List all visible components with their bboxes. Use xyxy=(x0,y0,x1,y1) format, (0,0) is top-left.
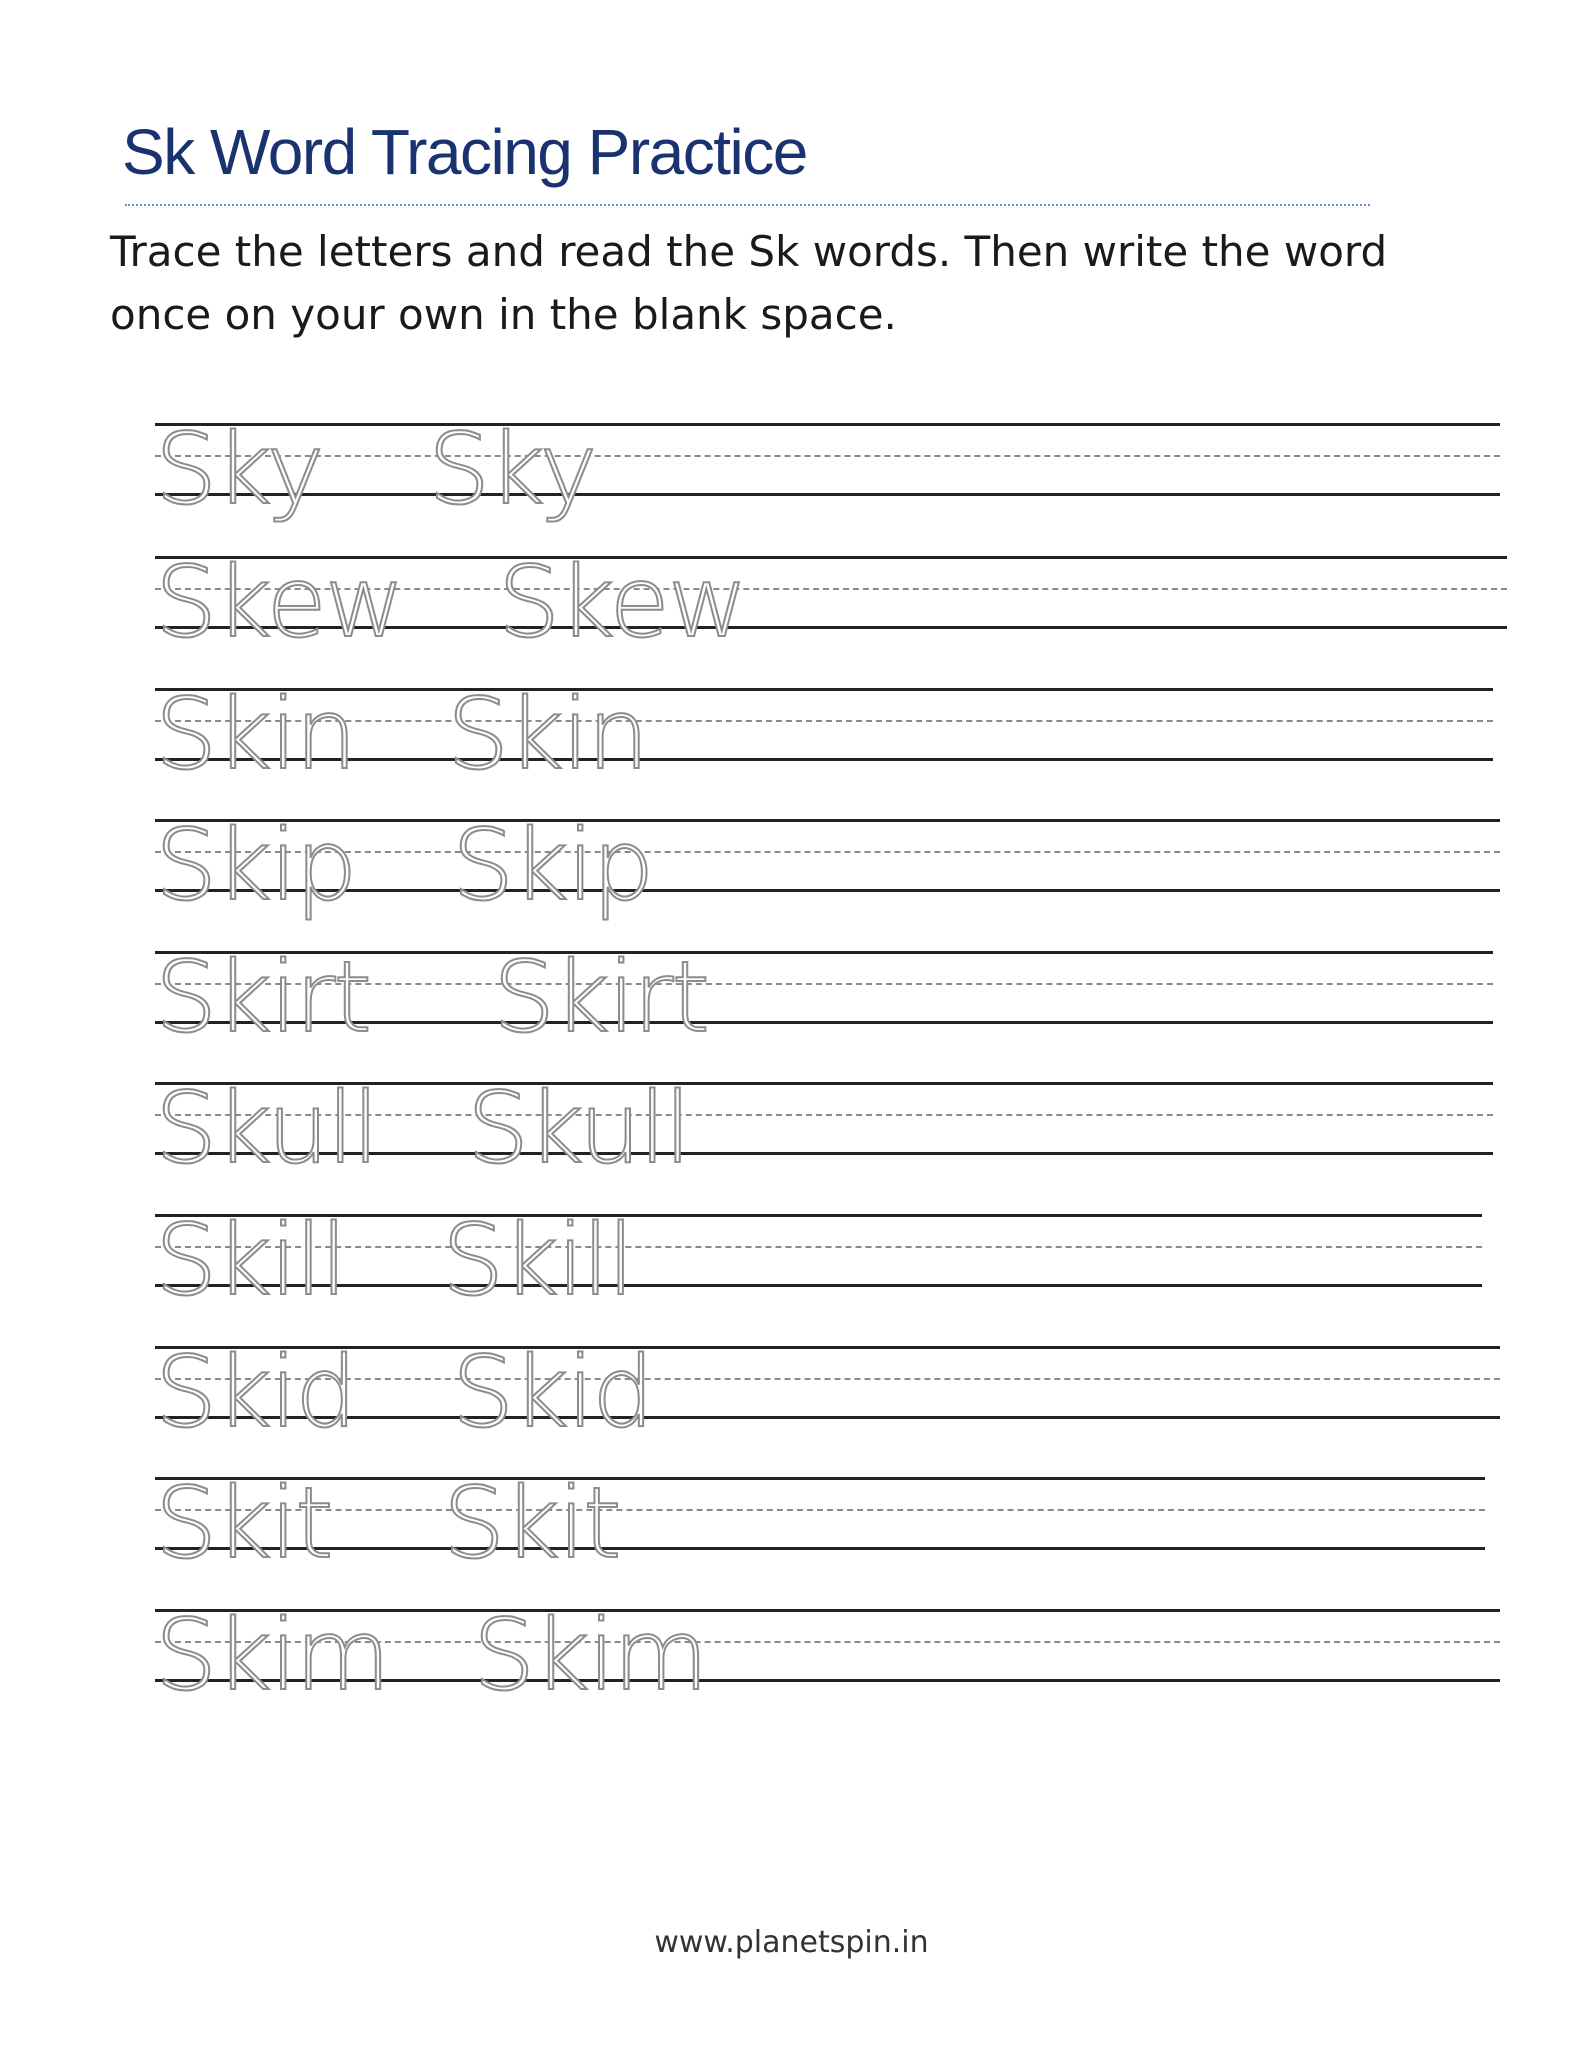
row-baseline xyxy=(155,889,1500,892)
row-top-line xyxy=(155,1477,1485,1480)
trace-word-repeat: Skim xyxy=(473,1599,707,1713)
row-baseline xyxy=(155,1547,1485,1550)
trace-word-repeat: Skin xyxy=(447,678,648,792)
row-dashed-midline xyxy=(155,1246,1482,1248)
row-dashed-midline xyxy=(155,455,1500,457)
trace-word-sample: Skirt xyxy=(155,941,370,1055)
trace-word-sample: Skid xyxy=(155,1336,356,1450)
trace-word-sample: Sky xyxy=(155,413,323,527)
trace-word-repeat: Skill xyxy=(442,1204,633,1318)
instructions-text: Trace the letters and read the Sk words. Then write the word once on your own in the blank space. xyxy=(110,227,1388,339)
row-dashed-midline xyxy=(155,1509,1485,1511)
trace-word-repeat: Skew xyxy=(498,546,746,660)
row-top-line xyxy=(155,1214,1482,1217)
trace-word-sample: Skew xyxy=(155,546,403,660)
trace-word-repeat: Sky xyxy=(428,413,596,527)
trace-word-sample: Skin xyxy=(155,678,356,792)
row-dashed-midline xyxy=(155,720,1493,722)
trace-word-sample: Skull xyxy=(155,1072,378,1186)
row-dashed-midline xyxy=(155,851,1500,853)
trace-word-repeat: Skid xyxy=(452,1336,653,1450)
row-dashed-midline xyxy=(155,1378,1500,1380)
practice-row-10 xyxy=(155,1599,1500,1713)
trace-word-repeat: Skip xyxy=(452,809,653,923)
row-top-line xyxy=(155,423,1500,426)
practice-row-9 xyxy=(155,1467,1485,1581)
trace-word-sample: Skip xyxy=(155,809,356,923)
row-baseline xyxy=(155,493,1500,496)
row-baseline xyxy=(155,758,1493,761)
practice-row-8 xyxy=(155,1336,1500,1450)
trace-word-sample: Skill xyxy=(155,1204,346,1318)
trace-word-repeat: Skirt xyxy=(493,941,708,1055)
row-top-line xyxy=(155,1346,1500,1349)
practice-row-7 xyxy=(155,1204,1482,1318)
trace-word-sample: Skim xyxy=(155,1599,389,1713)
practice-row-2 xyxy=(155,546,1507,660)
practice-row-4 xyxy=(155,809,1500,923)
practice-row-5 xyxy=(155,941,1493,1055)
practice-row-1 xyxy=(155,413,1500,527)
trace-word-repeat: Skit xyxy=(443,1467,620,1581)
practice-row-6 xyxy=(155,1072,1493,1186)
trace-word-repeat: Skull xyxy=(467,1072,690,1186)
row-top-line xyxy=(155,819,1500,822)
row-top-line xyxy=(155,688,1493,691)
row-baseline xyxy=(155,1416,1500,1419)
trace-word-sample: Skit xyxy=(155,1467,332,1581)
page-title: Sk Word Tracing Practice xyxy=(122,116,807,188)
title-divider xyxy=(125,204,1370,206)
practice-row-3 xyxy=(155,678,1493,792)
row-baseline xyxy=(155,1284,1482,1287)
footer-website: www.planetspin.in xyxy=(654,1925,929,1960)
